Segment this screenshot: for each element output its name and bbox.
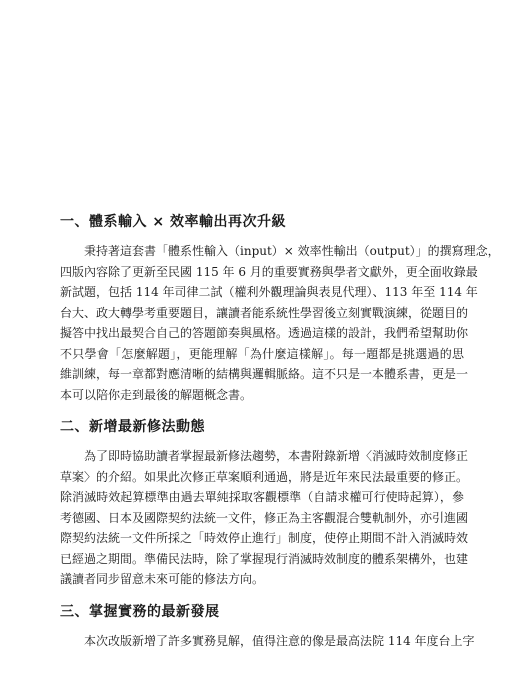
- paragraph-line: 際契約法統一文件所採之「時效停止進行」制度，使停止期間不計入消滅時效: [60, 531, 469, 545]
- paragraph-line: 除消滅時效起算標準由過去單純採取客觀標準（自請求權可行使時起算），參: [60, 490, 464, 504]
- section-1-heading: 一、體系輸入 × 效率輸出再次升級: [60, 214, 286, 230]
- paragraph-line: 台大、政大轉學考重要題目，讓讀者能系統性學習後立刻實戰演練，從題目的: [60, 305, 469, 320]
- section-3-paragraph: [60, 631, 475, 652]
- paragraph-line: 議讀者同步留意未來可能的修法方向。: [60, 572, 265, 586]
- paragraph-line: 草案〉的介紹。如果此次修正草案順利通過，將是近年來民法最重要的修正。: [60, 469, 469, 484]
- section-2-paragraph: [60, 446, 469, 590]
- paragraph-line: 新試題，包括 114 年司律二試（權利外觀理論與表見代理）、113 年至 114 年: [60, 285, 478, 299]
- paragraph-line: 四版內容除了更新至民國 115 年 6 月的重要實務與學者文獻外，更全面收錄最: [60, 264, 478, 279]
- paragraph-line: 秉持著這套書「體系性輸入（input）× 效率性輸出（output）」的撰寫理念，: [84, 244, 500, 258]
- paragraph-line: 為了即時協助讀者掌握最新修法趨勢，本書附錄新增〈消滅時效制度修正: [84, 449, 469, 463]
- section-1-paragraph: [60, 241, 500, 405]
- paragraph-line: 擬答中找出最契合自己的答題節奏與風格。透過這樣的設計，我們希望幫助你: [60, 326, 469, 340]
- document-body: [60, 212, 500, 663]
- paragraph-line: 維訓練，每一章都對應清晰的結構與邏輯脈絡。這不只是一本體系書，更是一: [60, 367, 469, 381]
- section-2-heading: 二、新增最新修法動態: [60, 419, 205, 435]
- section-1: [60, 212, 500, 405]
- paragraph-line: 本次改版新增了許多實務見解，值得注意的像是最高法院 114 年度台上字: [84, 633, 475, 648]
- paragraph-line: 不只學會「怎麼解題」，更能理解「為什麼這樣解」。每一題都是挑選過的思: [60, 346, 464, 361]
- paragraph-line: 已經過之期間。準備民法時，除了掌握現行消滅時效制度的體系架構外，也建: [60, 551, 469, 566]
- section-2: [60, 417, 469, 590]
- section-3-heading: 三、掌握實務的最新發展: [60, 603, 220, 620]
- section-3: [60, 602, 475, 652]
- paragraph-line: 本可以陪你走到最後的解題概念書。: [60, 387, 253, 402]
- paragraph-line: 考德國、日本及國際契約法統一文件，修正為主客觀混合雙軌制外，亦引進國: [60, 510, 469, 525]
